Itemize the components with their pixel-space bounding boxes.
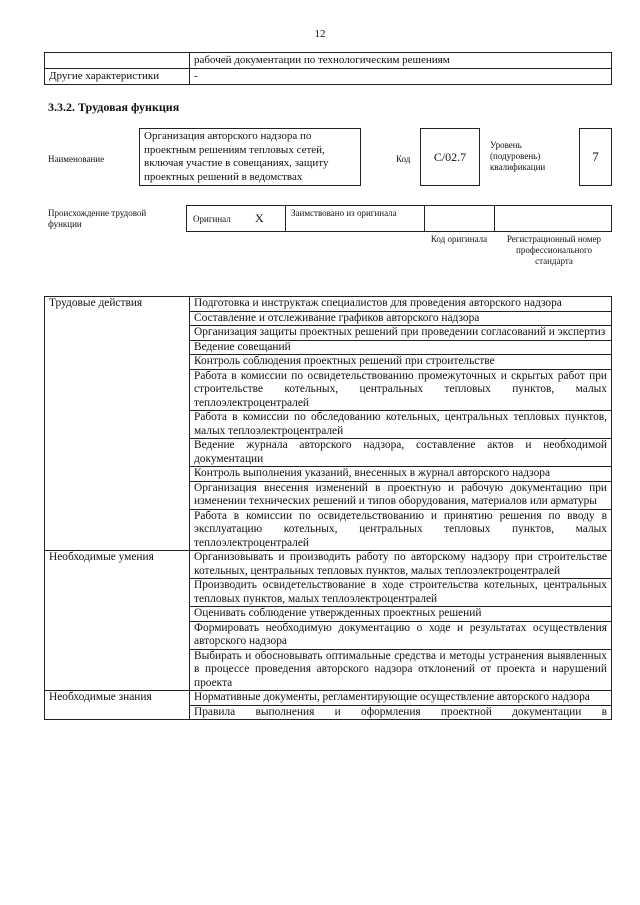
list-item: Контроль выполнения указаний, внесенных в журнал авторского надзора <box>190 467 612 482</box>
code-original-caption: Код оригинала <box>430 234 488 244</box>
list-item: Правила выполнения и оформления проектной документации в <box>190 705 612 720</box>
table-row <box>45 53 612 69</box>
function-code-box: С/02.7 <box>420 128 480 186</box>
cell-divider <box>494 206 495 231</box>
list-item: Работа в комиссии по освидетельствованию промежуточных и скрытых работ при строительстве котельных, центральных тепловых пунктов, малых теплоэлектроцентралей <box>190 369 612 411</box>
cell-divider <box>424 206 425 231</box>
original-label: Оригинал <box>193 214 231 224</box>
row-value: - <box>190 69 612 85</box>
level-label: Уровень (подуровень) квалификации <box>490 140 546 172</box>
list-item: Формировать необходимую документацию о ходе и результатах осуществления авторского надзора <box>190 621 612 649</box>
registration-number-caption: Регистрационный номер профессионального стандарта <box>506 234 602 266</box>
list-item: Производить освидетельствование в ходе строительства котельных, центральных тепловых пунктов, малых теплоэлектроцентралей <box>190 579 612 607</box>
code-label: Код <box>396 154 411 164</box>
origin-label: Происхождение трудовой функции <box>48 208 147 229</box>
list-item: Работа в комиссии по освидетельствованию и принятию решения по вводу в эксплуатацию котельных, центральных тепловых пунктов, малых теплоэлектроцентралей <box>190 509 612 551</box>
list-item: Подготовка и инструктаж специалистов для проведения авторского надзора <box>190 297 612 312</box>
list-item: Работа в комиссии по обследованию котельных, центральных тепловых пунктов, малых теплоэлектроцентралей <box>190 411 612 439</box>
table-row <box>45 297 612 312</box>
list-item: Оценивать соблюдение утвержденных проектных решений <box>190 607 612 622</box>
previous-section-tail-table <box>44 52 612 85</box>
row-label <box>45 53 190 69</box>
section-label-actions: Трудовые действия <box>45 297 190 551</box>
list-item: Организация внесения изменений в проектную и рабочую документацию при изменении технических решений и типов оборудования, материалов или арматуры <box>190 481 612 509</box>
name-label: Наименование <box>48 154 105 164</box>
borrowed-label: Заимствовано из оригинала <box>291 208 397 218</box>
list-item: Контроль соблюдения проектных решений при строительстве <box>190 355 612 370</box>
table-row <box>45 551 612 579</box>
section-label-skills: Необходимые умения <box>45 551 190 691</box>
list-item: Выбирать и обосновывать оптимальные средства и методы устранения выявленных в процессе проведения авторского надзора отклонений от проекта и нарушений проекта <box>190 649 612 691</box>
origin-table <box>186 205 612 232</box>
list-item: Нормативные документы, регламентирующие осуществление авторского надзора <box>190 691 612 706</box>
qualification-level-box: 7 <box>579 128 612 186</box>
table-row <box>45 69 612 85</box>
row-value: рабочей документации по технологическим решениям <box>190 53 612 69</box>
original-mark: X <box>255 211 264 225</box>
list-item: Ведение журнала авторского надзора, составление актов и необходимой документации <box>190 439 612 467</box>
section-label-knowledge: Необходимые знания <box>45 691 190 720</box>
row-label: Другие характеристики <box>45 69 190 85</box>
table-row <box>45 691 612 706</box>
list-item: Организация защиты проектных решений при проведении согласований и экспертиз <box>190 326 612 341</box>
function-name-box: Организация авторского надзора по проектным решениям тепловых сетей, включая участие в совещаниях, защиту проектных решений в ведомствах <box>139 128 361 186</box>
list-item: Ведение совещаний <box>190 340 612 355</box>
list-item: Составление и отслеживание графиков авторского надзора <box>190 311 612 326</box>
labor-function-table <box>44 296 612 720</box>
section-title: 3.3.2. Трудовая функция <box>48 100 180 114</box>
page-number: 12 <box>314 28 326 40</box>
cell-divider <box>285 206 286 231</box>
list-item: Организовывать и производить работу по авторскому надзору при строительстве котельных, центральных тепловых пунктов, малых теплоэлектроцентралей <box>190 551 612 579</box>
